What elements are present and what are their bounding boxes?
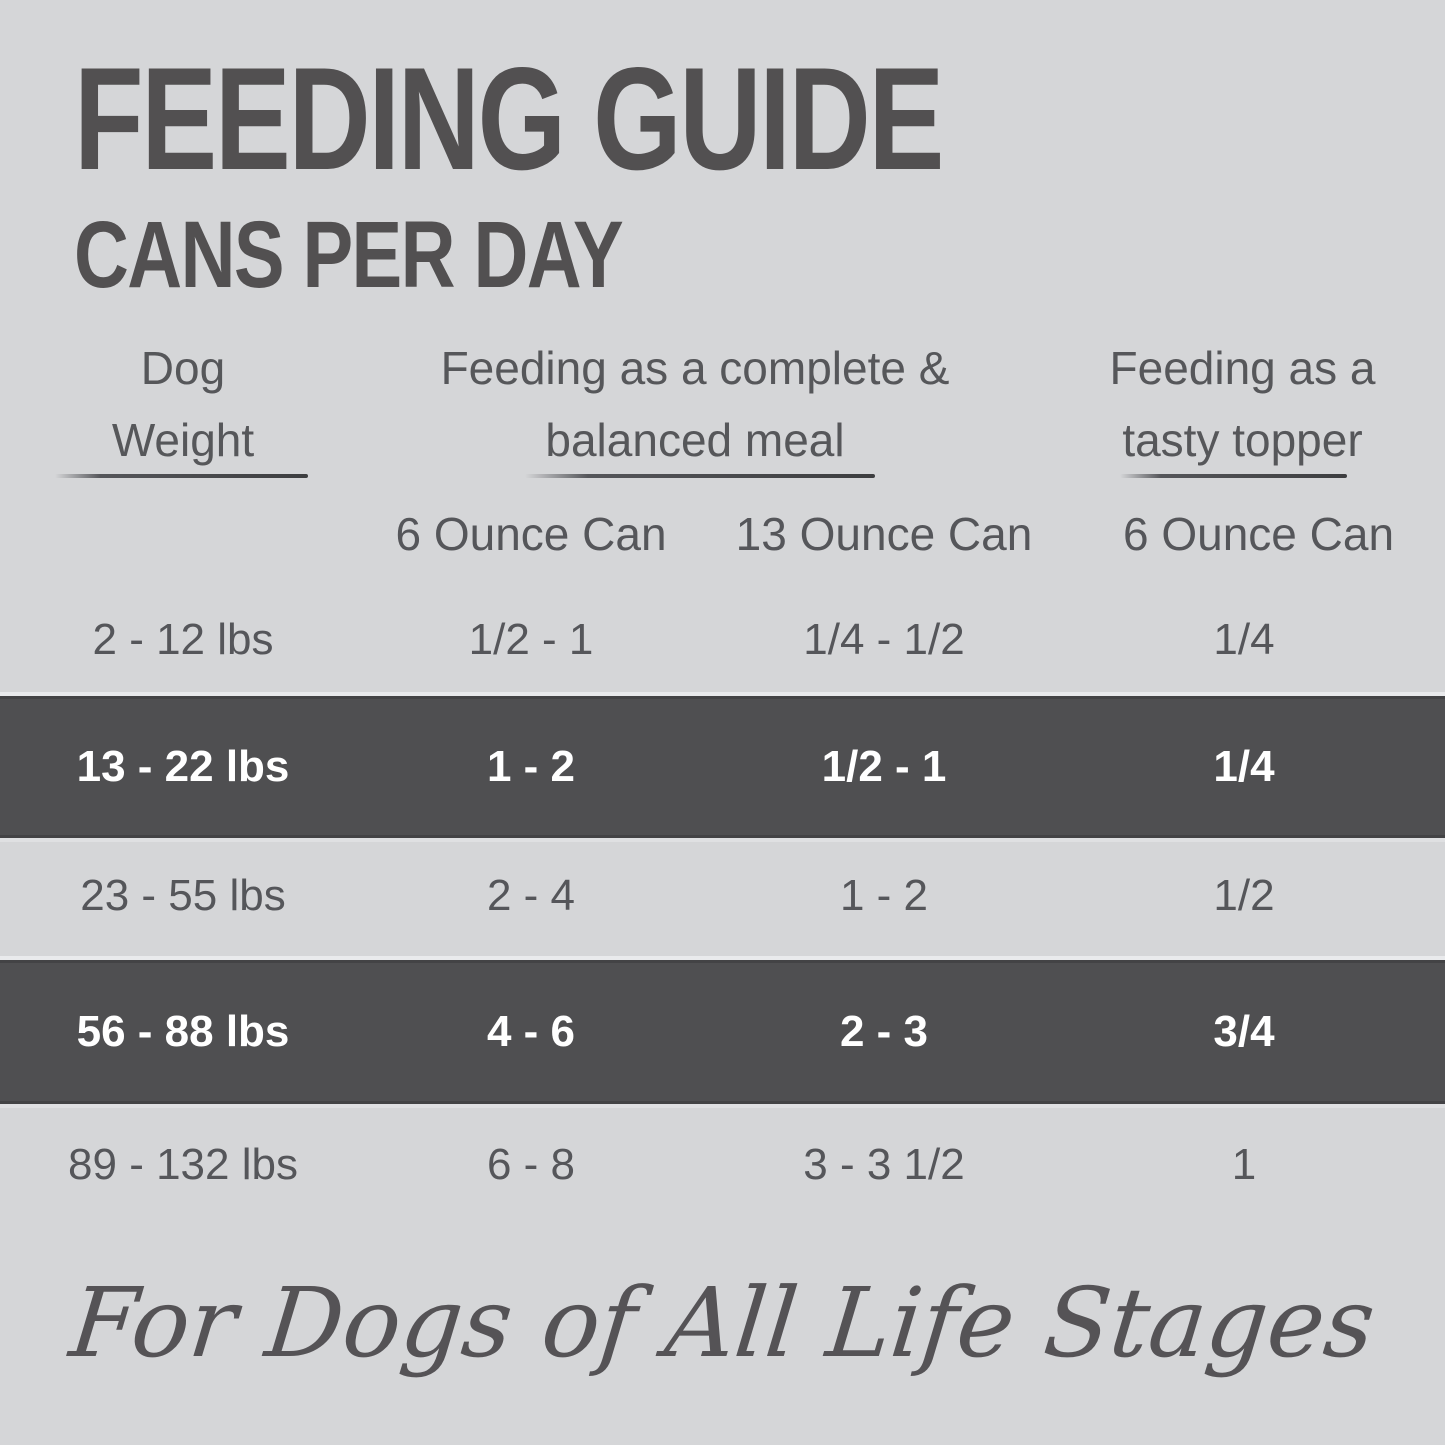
column-header-line: balanced meal	[545, 414, 845, 466]
column-header-line: Feeding as a complete &	[440, 342, 950, 394]
cell-dog-weight: 89 - 132 lbs	[68, 1140, 298, 1189]
table-row-highlighted	[0, 960, 1445, 1104]
column-header-line: Feeding as a	[1109, 342, 1376, 394]
cell-topper: 1/4	[1213, 742, 1275, 791]
cell-topper: 1/2	[1213, 871, 1275, 920]
table-row	[0, 1098, 1445, 1232]
cell-6oz: 6 - 8	[486, 1140, 576, 1189]
column-header-line: Weight	[111, 414, 255, 466]
cell-dog-weight: 56 - 88 lbs	[76, 1007, 290, 1056]
header-underline	[1120, 474, 1347, 478]
cell-dog-weight: 23 - 55 lbs	[80, 871, 286, 920]
cell-13oz: 1/2 - 1	[821, 742, 947, 791]
cell-13oz: 1/4 - 1/2	[803, 615, 965, 664]
sub-header-row	[0, 506, 1445, 562]
header-underline	[55, 474, 308, 478]
column-header-tasty-topper	[1040, 332, 1445, 476]
table-row	[0, 832, 1445, 960]
column-header-dog-weight	[0, 332, 366, 476]
page-title: FEEDING GUIDE	[74, 37, 943, 200]
cell-topper: 1	[1231, 1140, 1257, 1189]
column-header-line: tasty topper	[1122, 414, 1363, 466]
cell-dog-weight: 2 - 12 lbs	[92, 615, 274, 664]
cell-13oz: 3 - 3 1/2	[803, 1140, 965, 1189]
sub-header-6oz-topper: 6 Ounce Can	[1122, 508, 1395, 560]
table-row-highlighted	[0, 696, 1445, 838]
cell-6oz: 1/2 - 1	[468, 615, 594, 664]
cell-13oz: 2 - 3	[839, 1007, 929, 1056]
cell-6oz: 4 - 6	[486, 1007, 576, 1056]
cell-topper: 1/4	[1213, 615, 1275, 664]
header-underline	[525, 474, 875, 478]
cell-6oz: 1 - 2	[486, 742, 576, 791]
cell-dog-weight: 13 - 22 lbs	[76, 742, 290, 791]
cell-6oz: 2 - 4	[486, 871, 576, 920]
cell-topper: 3/4	[1213, 1007, 1275, 1056]
column-header-line: Dog	[140, 342, 226, 394]
cell-13oz: 1 - 2	[839, 871, 929, 920]
column-header-complete-meal	[366, 332, 1024, 476]
sub-header-6oz: 6 Ounce Can	[395, 508, 667, 560]
page-subtitle: CANS PER DAY	[74, 202, 623, 308]
sub-header-13oz: 13 Ounce Can	[735, 508, 1033, 560]
table-row	[0, 584, 1445, 696]
footer-life-stages-note: For Dogs of All Life Stages	[65, 1267, 1380, 1379]
